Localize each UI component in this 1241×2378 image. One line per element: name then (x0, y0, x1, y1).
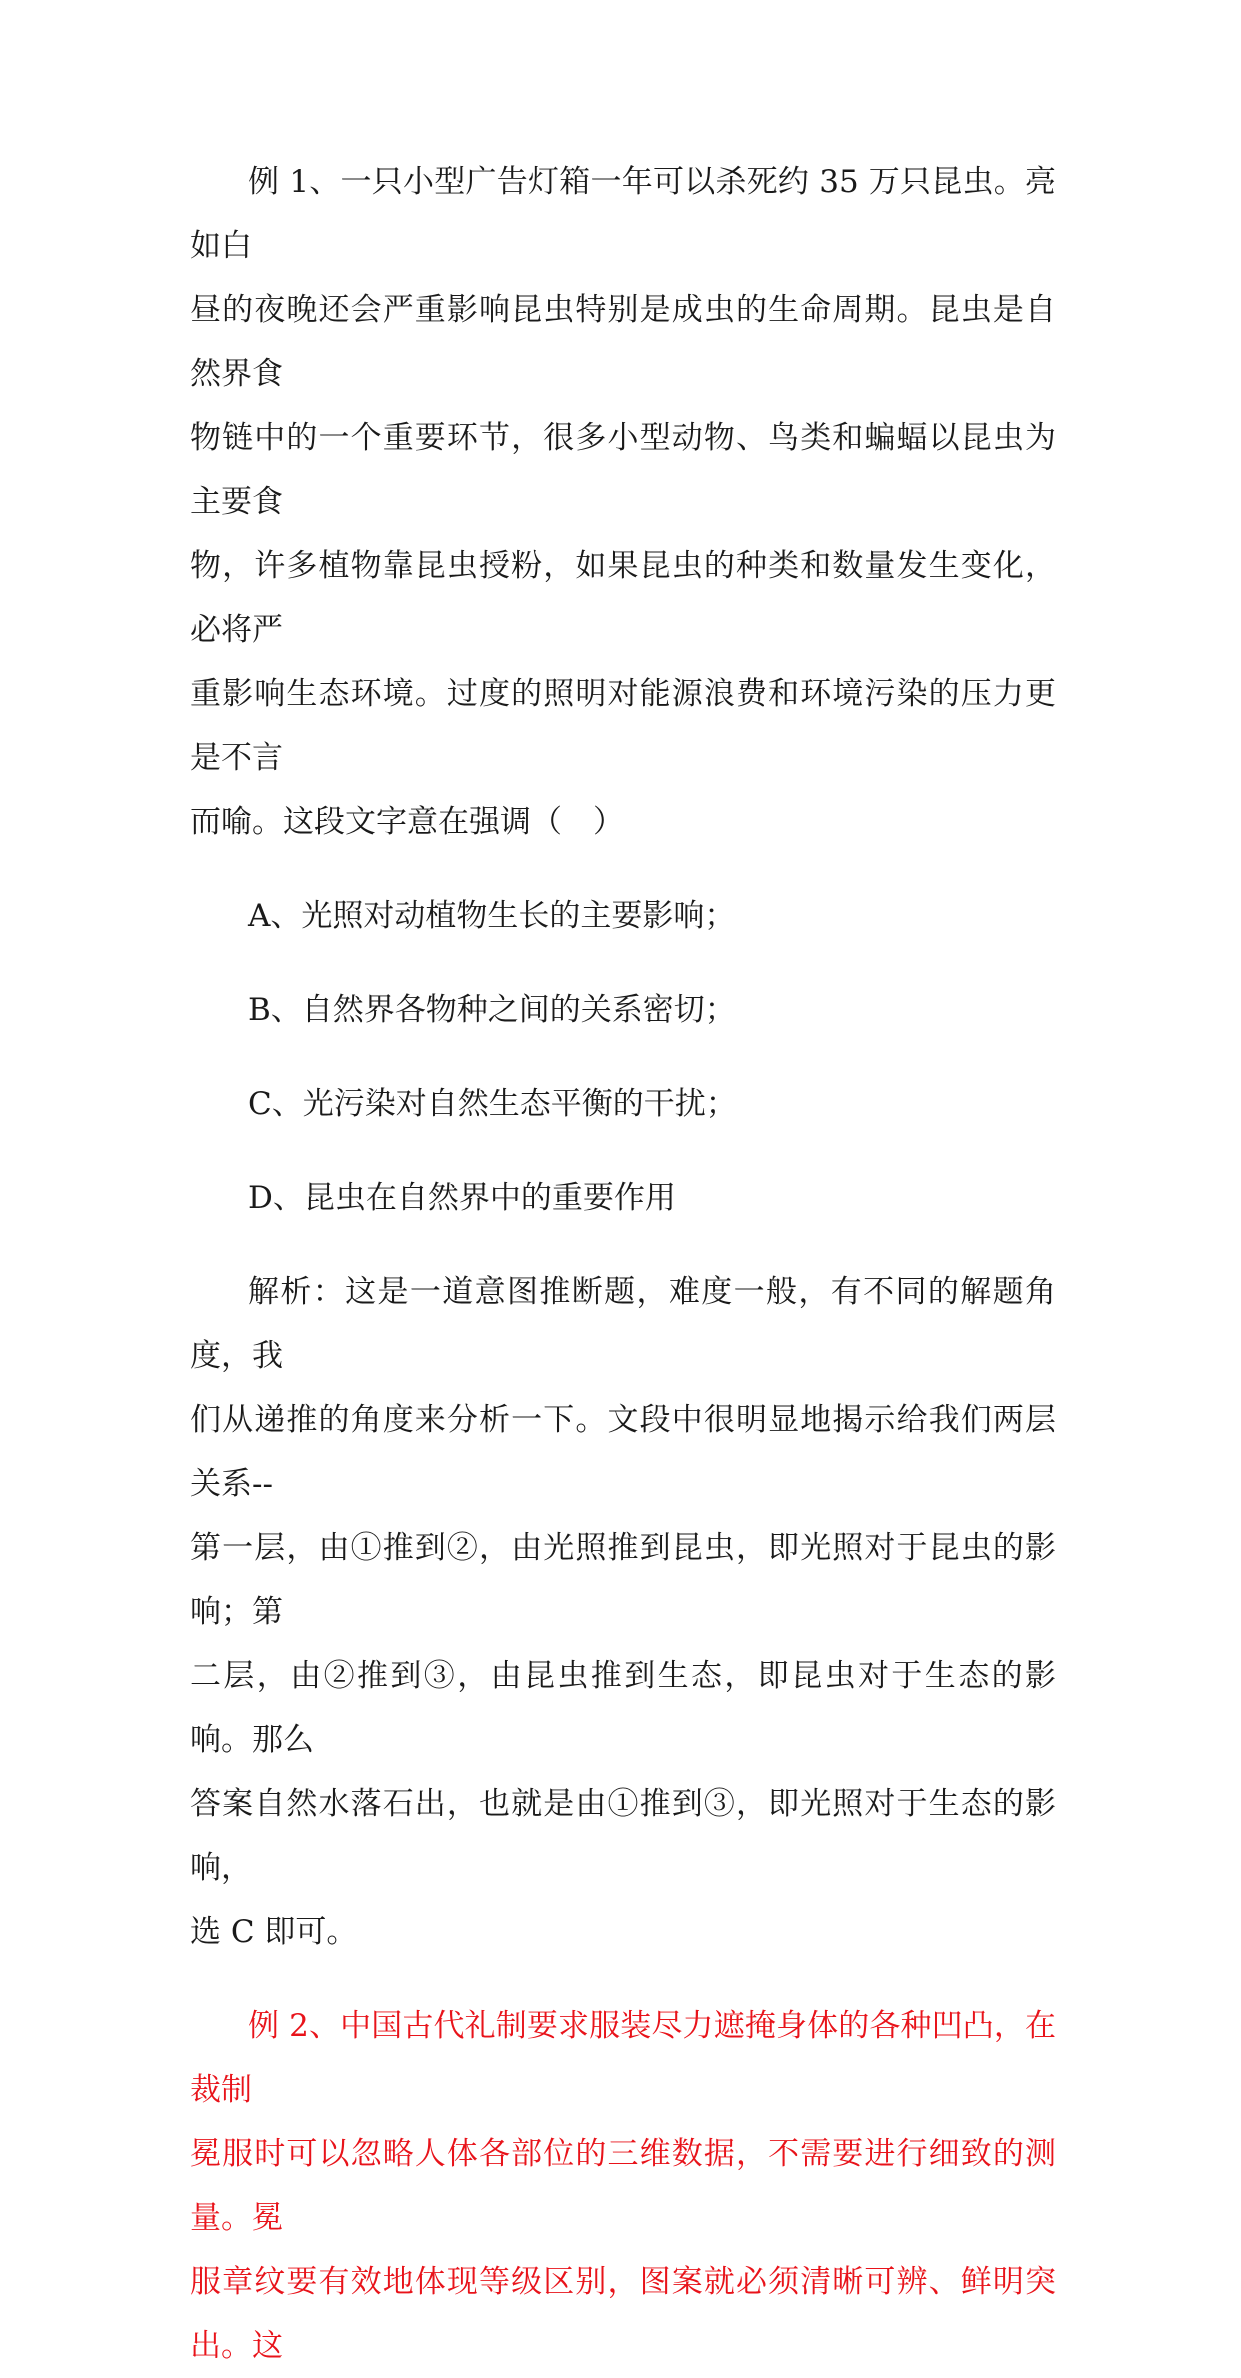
option-b: B、自然界各物种之间的关系密切； (248, 992, 736, 1028)
analysis-line: 选 C 即可。 (190, 1914, 358, 1950)
question-line: 例 2、中国古代礼制要求服装尽力遮掩身体的各种凹凸，在裁制 (190, 2008, 1056, 2108)
analysis-line: 答案自然水落石出，也就是由①推到③，即光照对于生态的影响， (190, 1786, 1056, 1886)
example-2-question (190, 1994, 1056, 2378)
option-d: D、昆虫在自然界中的重要作用 (248, 1180, 676, 1216)
analysis-line: 们从递推的角度来分析一下。文段中很明显地揭示给我们两层关系-- (190, 1402, 1056, 1502)
example-1-question (190, 150, 1056, 854)
option-c: C、光污染对自然生态平衡的干扰； (248, 1086, 737, 1122)
document-page (190, 150, 1056, 2378)
question-line: 服章纹要有效地体现等级区别，图案就必须清晰可辨、鲜明突出。这 (190, 2264, 1056, 2364)
option-a: A、光照对动植物生长的主要影响； (248, 898, 736, 934)
example-1-analysis (190, 1260, 1056, 1964)
question-line: 物，许多植物靠昆虫授粉，如果昆虫的种类和数量发生变化，必将严 (190, 548, 1056, 648)
question-line: 物链中的一个重要环节，很多小型动物、鸟类和蝙蝠以昆虫为主要食 (190, 420, 1056, 520)
question-line: 昼的夜晚还会严重影响昆虫特别是成虫的生命周期。昆虫是自然界食 (190, 292, 1056, 392)
question-line: 例 1、一只小型广告灯箱一年可以杀死约 35 万只昆虫。亮如白 (190, 164, 1056, 264)
question-line: 而喻。这段文字意在强调（ ） (190, 804, 624, 840)
question-line: 重影响生态环境。过度的照明对能源浪费和环境污染的压力更是不言 (190, 676, 1056, 776)
analysis-line: 解析：这是一道意图推断题，难度一般，有不同的解题角度，我 (190, 1274, 1056, 1374)
analysis-line: 第一层，由①推到②，由光照推到昆虫，即光照对于昆虫的影响；第 (190, 1530, 1056, 1630)
analysis-line: 二层，由②推到③，由昆虫推到生态，即昆虫对于生态的影响。那么 (190, 1658, 1056, 1758)
question-line: 冕服时可以忽略人体各部位的三维数据，不需要进行细致的测量。冕 (190, 2136, 1056, 2236)
